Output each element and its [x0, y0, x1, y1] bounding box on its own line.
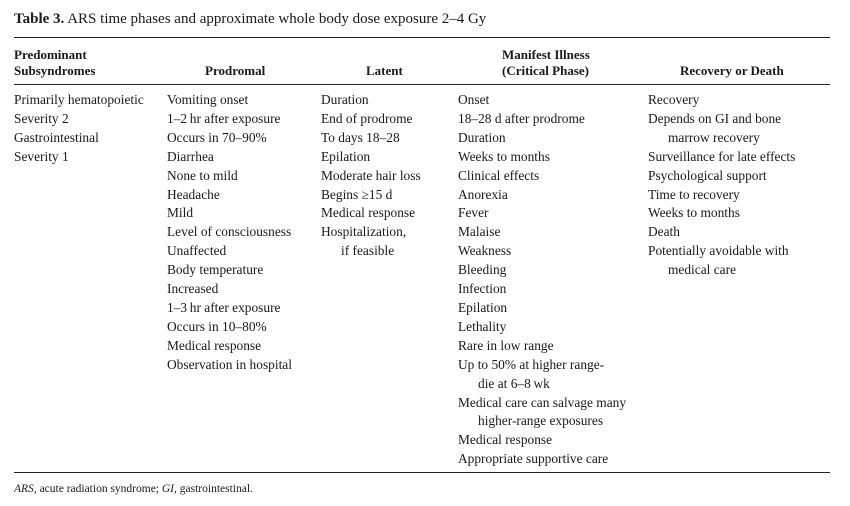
- cell: Infection: [458, 281, 507, 297]
- cell: Severity 1: [14, 148, 69, 164]
- header-subsyndromes-line2: Subsyndromes: [14, 63, 96, 78]
- cell: Psychological support: [648, 167, 767, 183]
- cell: die at 6–8 wk: [478, 375, 550, 391]
- header-manifest-illness: [502, 47, 590, 79]
- cell: Anorexia: [458, 186, 508, 202]
- cell: Body temperature: [167, 262, 264, 278]
- footnote-abbr-gi: GI: [161, 483, 175, 495]
- header-subsyndromes-line1: Predominant: [14, 47, 87, 62]
- cell: Unaffected: [167, 243, 227, 259]
- cell: Epilation: [321, 148, 371, 164]
- cell: Death: [648, 224, 680, 240]
- cell: Up to 50% at higher range-: [458, 356, 605, 372]
- cell: Medical response: [167, 337, 262, 353]
- cell: Gastrointestinal: [14, 129, 99, 145]
- footnote-def-ars: , acute radiation syndrome;: [33, 483, 162, 495]
- header-rule: [14, 84, 830, 85]
- cell: Appropriate supportive care: [458, 451, 609, 467]
- cell: Lethality: [458, 318, 507, 334]
- column-manifest-illness: [458, 91, 626, 469]
- top-rule: [14, 37, 830, 38]
- cell: Mild: [167, 205, 194, 221]
- footnote-abbr-ars: ARS: [14, 483, 34, 495]
- cell: Recovery: [648, 92, 700, 107]
- cell: medical care: [668, 262, 737, 278]
- table-title: ARS time phases and approximate whole body dose exposure 2–4 Gy: [64, 11, 487, 27]
- cell: Duration: [321, 92, 369, 107]
- cell: Hospitalization,: [321, 224, 407, 240]
- cell: Onset: [458, 92, 490, 107]
- cell: Clinical effects: [458, 167, 540, 183]
- column-prodromal: [167, 91, 292, 375]
- footnote: [14, 483, 253, 495]
- cell: Rare in low range: [458, 337, 554, 353]
- cell: Medical response: [321, 205, 416, 221]
- cell: marrow recovery: [668, 129, 760, 145]
- cell: Bleeding: [458, 262, 507, 278]
- cell: To days 18–28: [321, 129, 400, 145]
- column-latent: [321, 91, 421, 261]
- cell: Fever: [458, 205, 489, 221]
- cell: Level of consciousness: [167, 224, 292, 240]
- footnote-def-gi: , gastrointestinal.: [174, 483, 253, 495]
- cell: 1–2 hr after exposure: [167, 110, 281, 126]
- cell: Time to recovery: [648, 186, 740, 202]
- cell: Weeks to months: [648, 205, 740, 221]
- cell: 1–3 hr after exposure: [167, 299, 281, 315]
- table-label: Table 3.: [14, 11, 65, 27]
- cell: Occurs in 70–90%: [167, 129, 267, 145]
- bottom-rule: [14, 472, 830, 473]
- column-subsyndromes: [14, 91, 144, 167]
- cell: Epilation: [458, 299, 508, 315]
- header-latent: Latent: [366, 63, 403, 78]
- cell: Duration: [458, 129, 506, 145]
- cell: Medical response: [458, 432, 553, 448]
- cell: Observation in hospital: [167, 356, 292, 372]
- header-manifest-line1: Manifest Illness: [502, 47, 590, 62]
- cell: Increased: [167, 281, 219, 297]
- cell: None to mild: [167, 167, 238, 183]
- cell: Depends on GI and bone: [648, 110, 782, 126]
- header-subsyndromes: [14, 47, 95, 79]
- cell: Medical care can salvage many: [458, 394, 627, 410]
- header-prodromal: Prodromal: [205, 63, 266, 78]
- cell: Surveillance for late effects: [648, 148, 796, 164]
- header-manifest-line2: (Critical Phase): [502, 63, 590, 78]
- cell: if feasible: [341, 243, 395, 259]
- cell: Occurs in 10–80%: [167, 318, 267, 334]
- header-recovery-or-death: Recovery or Death: [680, 63, 784, 78]
- cell: Headache: [167, 186, 220, 202]
- cell: 18–28 d after prodrome: [458, 110, 585, 126]
- cell: Begins ≥15 d: [321, 186, 393, 202]
- cell: Vomiting onset: [167, 92, 249, 107]
- cell: Malaise: [458, 224, 501, 240]
- cell: Weakness: [458, 243, 512, 259]
- cell: Diarrhea: [167, 148, 214, 164]
- table-caption: [14, 11, 486, 28]
- cell: higher-range exposures: [478, 413, 604, 429]
- cell: End of prodrome: [321, 110, 413, 126]
- cell: Weeks to months: [458, 148, 550, 164]
- column-recovery-or-death: [648, 91, 795, 280]
- cell: Severity 2: [14, 110, 69, 126]
- cell: Potentially avoidable with: [648, 243, 789, 259]
- cell: Primarily hematopoietic: [14, 92, 144, 107]
- cell: Moderate hair loss: [321, 167, 421, 183]
